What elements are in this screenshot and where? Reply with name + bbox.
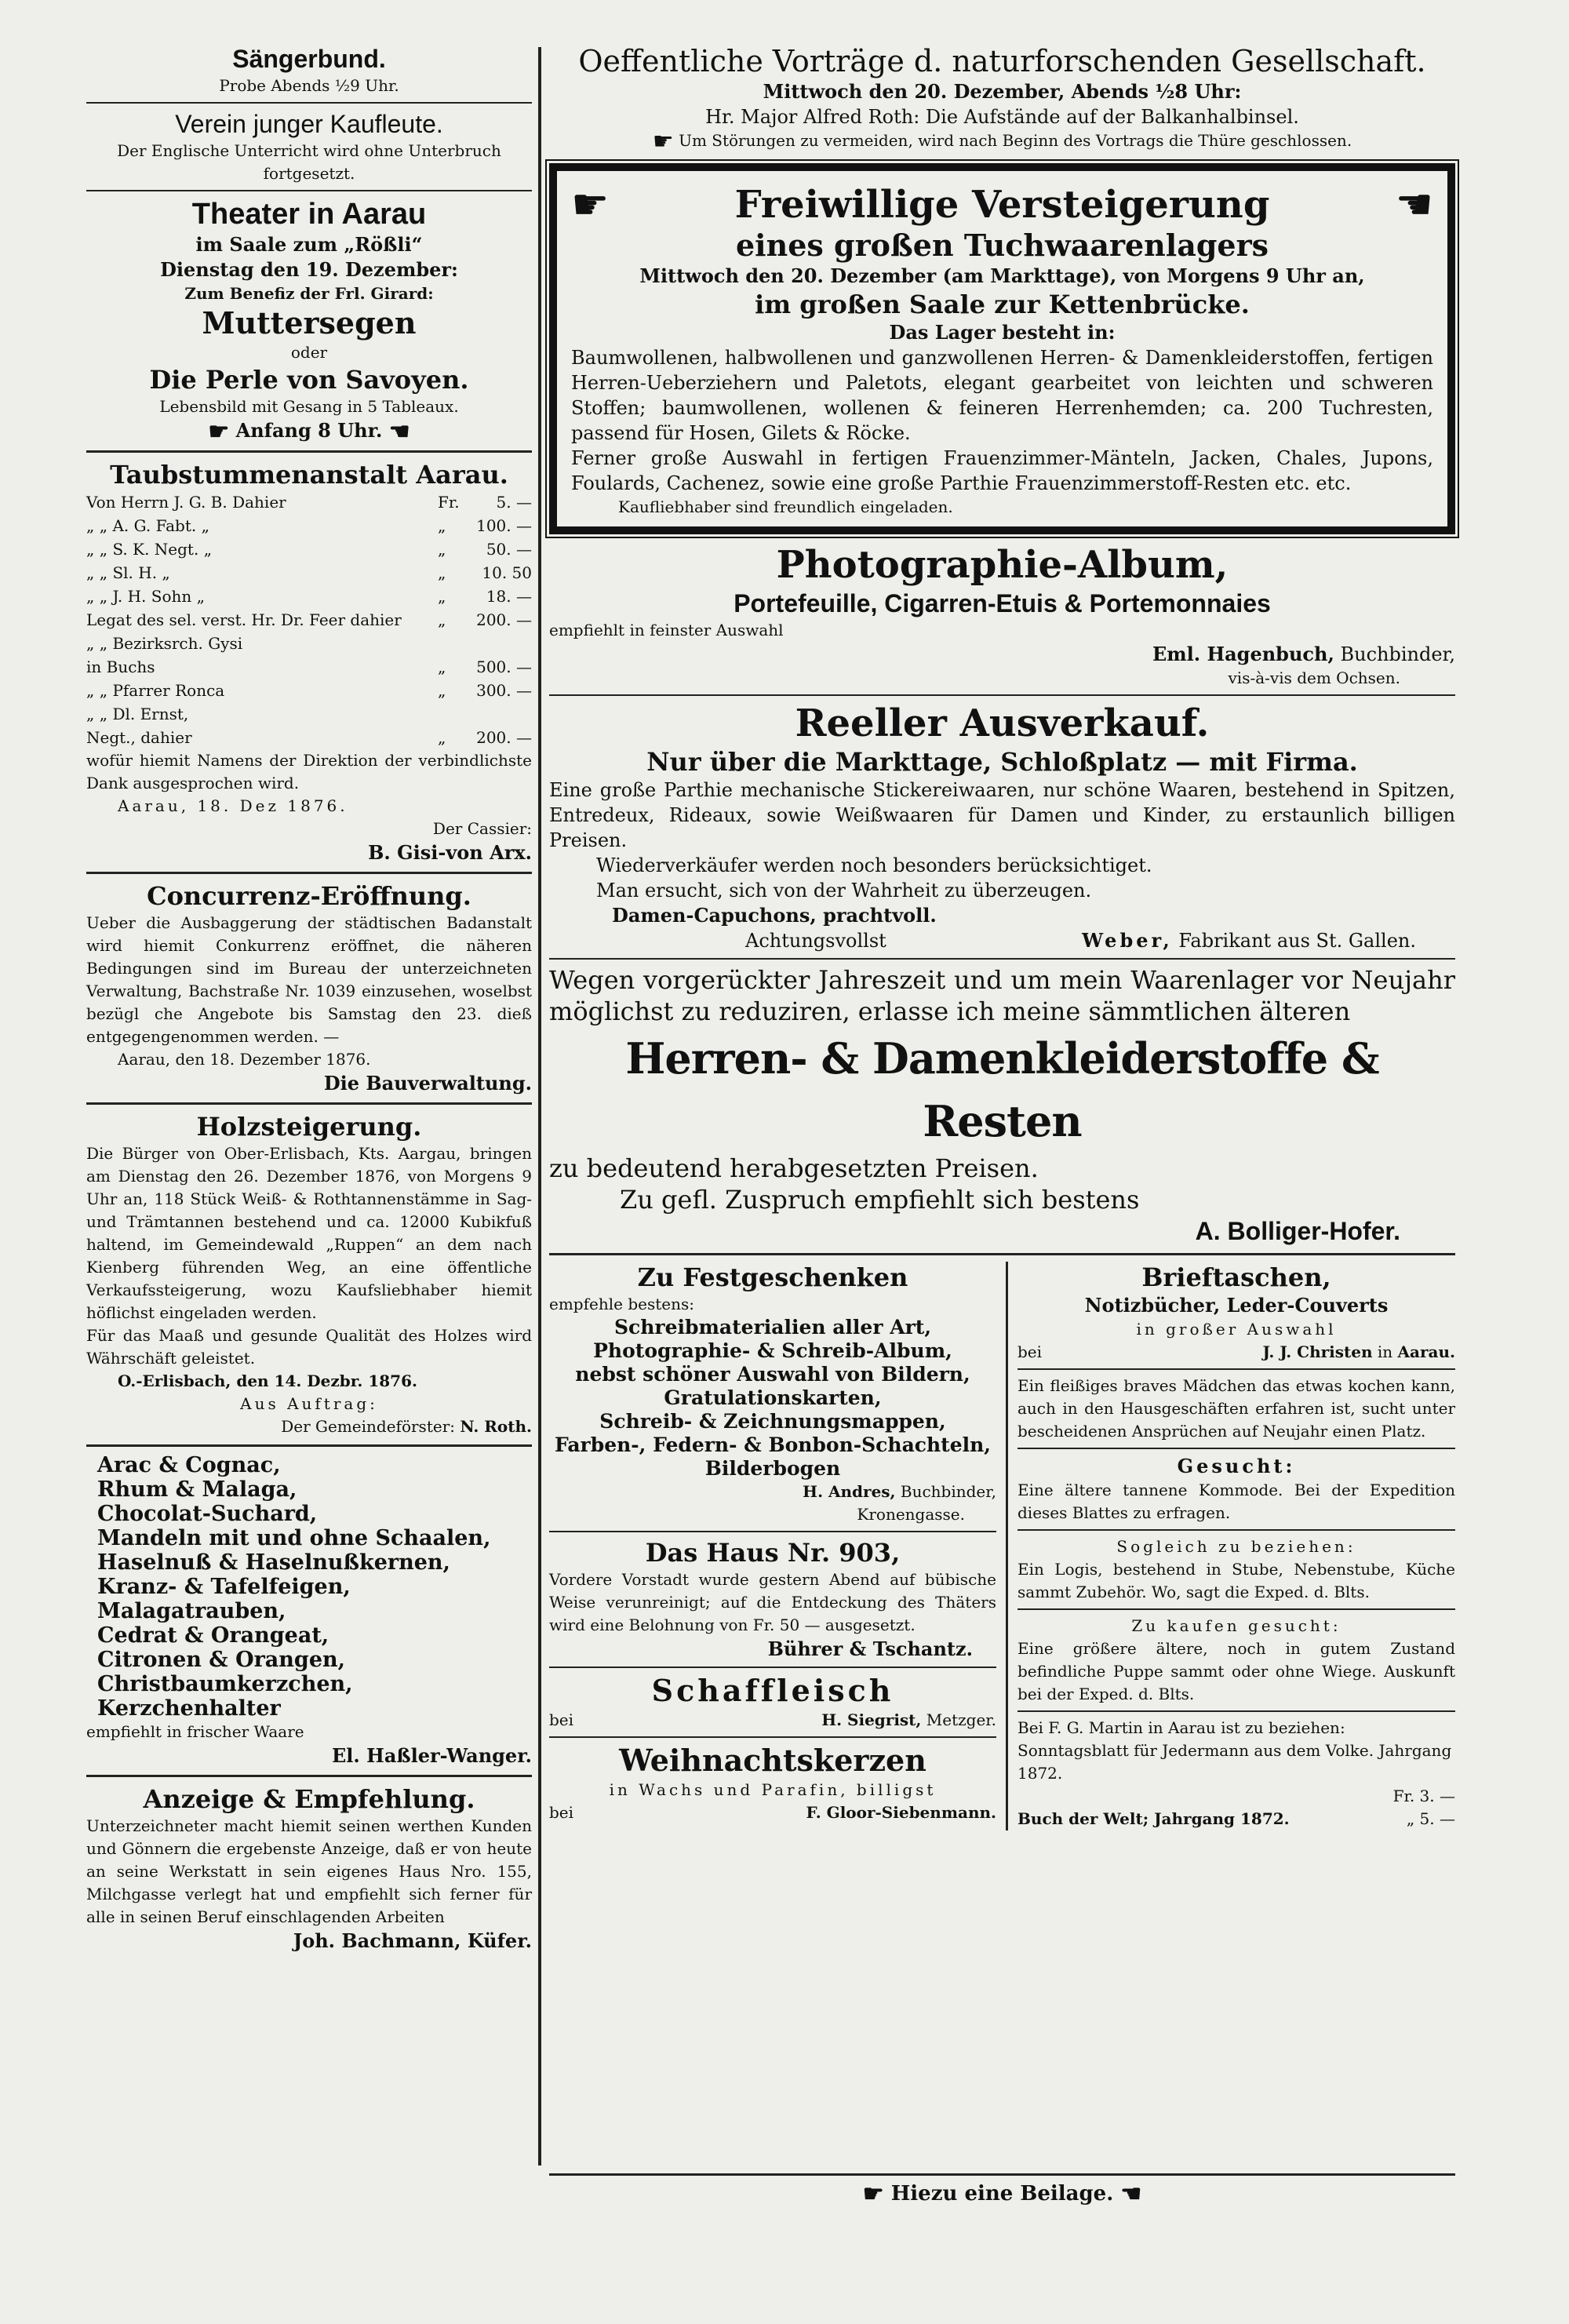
donation-currency: „ <box>438 586 446 606</box>
weihnacht-sign: F. Gloor-Siebenmann. <box>806 1802 996 1822</box>
arac-item: Christbaumkerzchen, <box>97 1671 353 1696</box>
schaffleisch-ad <box>549 1673 996 1732</box>
theater-venue: im Saale zum „Rößli“ <box>195 233 423 256</box>
logis-ad <box>1017 1535 1455 1604</box>
divider <box>1017 1529 1455 1531</box>
arac-item: Mandeln mit und ohne Schaalen, <box>97 1525 491 1550</box>
weihnacht-text: in Wachs und Parafin, billigst <box>609 1779 937 1799</box>
theater-title: Theater in Aarau <box>191 198 427 231</box>
donation-row <box>86 655 532 679</box>
versteigerung-place: im großen Saale zur Kettenbrücke. <box>755 289 1250 319</box>
pointing-hand-right-icon: ☛ <box>208 417 230 446</box>
brief-ad <box>1017 1262 1455 1364</box>
concurrenz-sign: Die Bauverwaltung. <box>323 1071 532 1095</box>
martin-line2: Buch der Welt; Jahrgang 1872. <box>1017 1809 1290 1828</box>
donation-currency: „ <box>438 563 446 582</box>
kaufen-ad <box>1017 1615 1455 1706</box>
concurrenz-ad <box>86 880 532 1096</box>
ausverkauf-line2: Man ersucht, sich von der Wahrheit zu überzeugen. <box>596 879 1092 902</box>
pointing-hand-left-icon: ☚ <box>388 417 410 446</box>
kaufen-title: Zu kaufen gesucht: <box>1131 1616 1341 1635</box>
festgeschenke-item: Photographie- & Schreib-Album, <box>593 1339 952 1362</box>
brief-bei: bei <box>1017 1342 1043 1361</box>
festgeschenke-item: Gratulationskarten, <box>664 1386 882 1409</box>
divider <box>86 102 532 104</box>
bolliger-headline: Herren- & Damenkleiderstoffe & Resten <box>625 1033 1379 1146</box>
donation-currency <box>438 702 469 726</box>
arac-item: Kerzchenhalter <box>97 1696 281 1721</box>
donation-amount: 100. — <box>476 515 532 535</box>
concurrenz-title: Concurrenz-Eröffnung. <box>147 880 471 911</box>
divider <box>549 1667 996 1668</box>
left-column <box>86 43 532 1954</box>
right-column <box>549 43 1455 1830</box>
ausverkauf-title: Reeller Ausverkauf. <box>795 701 1210 745</box>
bolliger-text: Wegen vorgerückter Jahreszeit und um mein Waarenlager vor Neujahr möglichst zu reduziren, erlasse ich meine sämmtlichen älteren <box>549 964 1455 1026</box>
schaffleisch-sign: H. Siegrist, <box>821 1710 922 1729</box>
pointing-hand-right-icon: ☛ <box>652 127 674 155</box>
anzeige-text: Unterzeichneter macht hiemit seinen werthen Kunden und Gönnern die ergebenste Anzeige, daß er von heute an seine Werkstatt in sein eigenes Haus Nro. 155, Milchgasse verlegt hat und empfiehlt sich ferner für alle in seinen Beruf einschlagenden Arbeiten <box>86 1816 532 1926</box>
donation-row <box>86 608 532 632</box>
column-divider <box>538 47 541 2166</box>
photo-subtitle: Portefeuille, Cigarren-Etuis & Portemonnaies <box>734 588 1271 617</box>
bolliger-text2: zu bedeutend herabgesetzten Preisen. <box>549 1153 1039 1183</box>
arac-list <box>86 1453 532 1721</box>
brief-sub: Notizbücher, Leder-Couverts <box>1084 1293 1389 1317</box>
donation-amount: 300. — <box>476 680 532 700</box>
arac-note: empfiehlt in frischer Waare <box>86 1721 304 1741</box>
donation-name: „ „ J. H. Sohn „ <box>86 586 205 606</box>
theater-oder: oder <box>290 343 328 362</box>
saengerbund-ad <box>86 43 532 97</box>
holz-text: Die Bürger von Ober-Erlisbach, Kts. Aargau, bringen am Dienstag den 26. Dezember 1876, von Morgens 9 Uhr an, 118 Stück Weiß- & Rothtannenstämme in Sag- und Trämtannen bestehend und ca. 12000 Kubikfuß haltend, im Gemeindewald „Ruppen“ an dem nach Kienberg führenden Weg, an eine öffentliche Verkaufssteigerung, wozu Kaufsliebhaber hiemit höflichst eingeladen werden. <box>86 1143 532 1322</box>
versteigerung-subtitle: eines großen Tuchwaarenlagers <box>735 227 1269 263</box>
schaffleisch-bei: bei <box>549 1710 574 1729</box>
holz-title: Holzsteigerung. <box>196 1111 422 1142</box>
donation-currency: „ <box>438 539 446 559</box>
donation-name: „ „ A. G. Fabt. „ <box>86 515 209 535</box>
martin-line1-price: Fr. 3. — <box>1392 1786 1455 1805</box>
holz-sign: N. Roth. <box>460 1416 532 1436</box>
donation-row <box>86 514 532 537</box>
donation-row <box>86 726 532 749</box>
weihnacht-ad <box>549 1743 996 1824</box>
divider <box>86 872 532 874</box>
versteigerung-text2: Ferner große Auswahl in fertigen Frauenzimmer-Mänteln, Jacken, Chales, Jupons, Foulards, Cachenez, sowie eine große Parthie Frauenzimmerstoff-Resten etc. etc. <box>571 446 1433 494</box>
sub-column-right <box>1008 1262 1455 1830</box>
festgeschenke-item: Bilderbogen <box>704 1456 841 1480</box>
versteigerung-date: Mittwoch den 20. Dezember (am Markttage), von Morgens 9 Uhr an, <box>639 264 1365 287</box>
verein-title: Verein junger Kaufleute. <box>175 110 443 138</box>
gesucht-text: Eine ältere tannene Kommode. Bei der Expedition dieses Blattes zu erfragen. <box>1017 1480 1455 1522</box>
ausverkauf-line1: Wiederverkäufer werden noch besonders berücksichtiget. <box>596 854 1152 876</box>
footer-note: Hiezu eine Beilage. <box>890 2182 1114 2206</box>
festgeschenke-sign-addr: Kronengasse. <box>857 1504 965 1524</box>
donation-row <box>86 490 532 514</box>
donation-currency: Fr. <box>438 492 460 512</box>
donation-amount: 500. — <box>476 657 532 676</box>
taubstummen-date: Aarau, 18. Dez 1876. <box>118 796 348 815</box>
taubstummen-title: Taubstummenanstalt Aarau. <box>110 459 508 490</box>
theater-play2: Die Perle von Savoyen. <box>149 365 469 395</box>
donation-name: „ „ Sl. H. „ <box>86 563 170 582</box>
divider <box>1017 1608 1455 1610</box>
donation-amount: 5. — <box>496 492 532 512</box>
donation-name: Legat des sel. verst. Hr. Dr. Feer dahier <box>86 610 402 629</box>
divider <box>549 1531 996 1532</box>
donation-currency: „ <box>438 680 446 700</box>
taubstummen-role: Der Cassier: <box>432 818 532 838</box>
festgeschenke-item: nebst schöner Auswahl von Bildern, <box>575 1362 970 1386</box>
divider <box>549 694 1455 696</box>
donation-name: in Buchs <box>86 657 155 676</box>
donation-name: „ „ S. K. Negt. „ <box>86 539 213 559</box>
versteigerung-text: Baumwollenen, halbwollenen und ganzwollenen Herren- & Damenkleiderstoffen, fertigen Herren-Ueberziehern und Paletots, elegant gearbeitet von leichten und schweren Stoffen; baumwollenen, wollenen & feineren Herrenhemden; ca. 200 Tuchresten, passend für Hosen, Gilets & Röcke. <box>571 346 1433 444</box>
taubstummen-ad <box>86 459 532 865</box>
haus903-ad <box>549 1537 996 1662</box>
divider <box>1017 1710 1455 1712</box>
verein-text: Der Englische Unterricht wird ohne Unterbruch fortgesetzt. <box>117 141 501 183</box>
donation-name: „ „ Dl. Ernst, <box>86 704 189 723</box>
saengerbund-text: Probe Abends ½9 Uhr. <box>219 76 399 95</box>
maedchen-ad: Ein fleißiges braves Mädchen das etwas kochen kann, auch in den Hausgeschäften erfahren ist, sucht unter bescheidenen Ansprüchen auf Neujahr einen Platz. <box>1017 1375 1455 1441</box>
divider <box>86 1444 532 1447</box>
holz-ad <box>86 1111 532 1438</box>
ausverkauf-ad <box>549 701 1455 953</box>
bolliger-text3: Zu gefl. Zuspruch empfiehlt sich bestens <box>620 1184 1140 1215</box>
theater-start: Anfang 8 Uhr. <box>235 419 383 442</box>
bolliger-sign: A. Bolliger-Hofer. <box>1195 1216 1400 1245</box>
ausverkauf-text: Eine große Parthie mechanische Stickereiwaaren, nur schöne Waaren, bestehend in Spitzen, Entredeux, Rideaux, sowie Weißwaaren für Damen und Kinder, zu erstaunlich billigen Preisen. <box>549 778 1455 851</box>
schaffleisch-sign-role: Metzger. <box>926 1710 996 1729</box>
weihnacht-title: Weihnachtskerzen <box>619 1742 926 1778</box>
brief-sign: J. J. Christen <box>1262 1342 1373 1361</box>
two-column-section <box>549 1262 1455 1830</box>
festgeschenke-lead: empfehle bestens: <box>549 1294 694 1313</box>
photo-sign: Eml. Hagenbuch, <box>1152 642 1334 665</box>
theater-desc: Lebensbild mit Gesang in 5 Tableaux. <box>159 397 459 416</box>
donation-row <box>86 585 532 608</box>
versteigerung-lager: Das Lager besteht in: <box>889 320 1116 344</box>
donation-amount: 200. — <box>476 610 532 629</box>
kaufen-text: Eine größere ältere, noch in gutem Zustand befindliche Puppe sammt oder ohne Wiege. Auskunft bei der Exped. d. Blts. <box>1017 1638 1455 1703</box>
arac-item: Arac & Cognac, <box>97 1452 281 1477</box>
gesucht-title: Gesucht: <box>1177 1454 1296 1477</box>
haus903-sign: Bührer & Tschantz. <box>767 1637 973 1660</box>
donation-amount <box>469 632 532 655</box>
vortraege-speaker: Hr. Major Alfred Roth: Die Aufstände auf der Balkanhalbinsel. <box>705 106 1299 128</box>
arac-item: Kranz- & Tafelfeigen, <box>97 1574 351 1599</box>
photo-title: Photographie-Album, <box>776 542 1229 587</box>
schaffleisch-title: Schaffleisch <box>651 1672 894 1708</box>
festgeschenke-sign-role: Buchbinder, <box>900 1481 996 1501</box>
arac-item: Malagatrauben, <box>97 1598 286 1623</box>
theater-benefit: Zum Benefiz der Frl. Girard: <box>184 284 434 303</box>
donation-currency: „ <box>438 610 446 629</box>
bolliger-ad <box>549 964 1455 1247</box>
martin-line2-price: „ 5. — <box>1406 1809 1455 1828</box>
ausverkauf-subtitle: Nur über die Markttage, Schloßplatz — mit Firma. <box>646 746 1358 777</box>
divider <box>549 1736 996 1738</box>
divider <box>86 190 532 191</box>
brief-title: Brieftaschen, <box>1141 1262 1331 1292</box>
arac-ad <box>86 1453 532 1768</box>
pointing-hand-right-icon: ☛ <box>862 2180 884 2208</box>
arac-item: Cedrat & Orangeat, <box>97 1623 329 1648</box>
photo-note: empfiehlt in feinster Auswahl <box>549 620 784 639</box>
donation-name: Von Herrn J. G. B. Dahier <box>86 492 286 512</box>
donation-row <box>86 679 532 702</box>
brief-sub2: in großer Auswahl <box>1136 1319 1337 1339</box>
photo-ad <box>549 542 1455 690</box>
festgeschenke-item: Schreib- & Zeichnungsmappen, <box>599 1409 946 1433</box>
festgeschenke-sign: H. Andres, <box>803 1481 896 1501</box>
logis-text: Ein Logis, bestehend in Stube, Nebenstube, Küche sammt Zubehör. Wo, sagt die Exped. d. Blts. <box>1017 1559 1455 1601</box>
donation-currency <box>438 632 469 655</box>
holz-sign-role: Der Gemeindeförster: <box>281 1416 455 1436</box>
divider <box>1017 1368 1455 1370</box>
verein-ad <box>86 108 532 185</box>
festgeschenke-item: Farben-, Federn- & Bonbon-Schachteln, <box>554 1433 992 1456</box>
anzeige-ad <box>86 1783 532 1954</box>
donation-amount: 18. — <box>486 586 532 606</box>
footer-note-bar <box>549 2173 1455 2206</box>
donation-name: „ „ Pfarrer Ronca <box>86 680 225 700</box>
festgeschenke-list <box>549 1316 996 1481</box>
photo-sign-addr: vis-à-vis dem Ochsen. <box>1228 668 1400 687</box>
festgeschenke-ad <box>549 1262 996 1526</box>
martin-text: Bei F. G. Martin in Aarau ist zu beziehen: <box>1017 1718 1345 1737</box>
ausverkauf-line3: Damen-Capuchons, prachtvoll. <box>612 903 937 927</box>
vortraege-date: Mittwoch den 20. Dezember, Abends ½8 Uhr: <box>763 80 1242 103</box>
vortraege-title: Oeffentliche Vorträge d. naturforschenden Gesellschaft. <box>578 44 1426 78</box>
pointing-hand-left-icon: ☚ <box>1395 179 1433 229</box>
divider <box>549 958 1455 960</box>
anzeige-title: Anzeige & Empfehlung. <box>143 1783 475 1814</box>
taubstummen-thanks: wofür hiemit Namens der Direktion der verbindlichste Dank ausgesprochen wird. <box>86 750 532 792</box>
donation-currency: „ <box>438 515 446 535</box>
holz-date: O.-Erlisbach, den 14. Dezbr. 1876. <box>118 1371 417 1390</box>
arac-item: Citronen & Orangen, <box>97 1647 346 1672</box>
arac-item: Chocolat-Suchard, <box>97 1501 318 1526</box>
arac-item: Haselnuß & Haselnußkernen, <box>97 1550 450 1575</box>
donation-row <box>86 537 532 561</box>
divider <box>86 1775 532 1777</box>
arac-item: Rhum & Malaga, <box>97 1477 297 1502</box>
donation-currency: „ <box>438 657 446 676</box>
ausverkauf-sign-role: Fabrikant aus St. Gallen. <box>1178 929 1416 952</box>
festgeschenke-title: Zu Festgeschenken <box>637 1262 908 1292</box>
holz-text2: Für das Maaß und gesunde Qualität des Holzes wird Währschäft geleistet. <box>86 1325 532 1368</box>
logis-title: Sogleich zu beziehen: <box>1116 1536 1356 1556</box>
pointing-hand-left-icon: ☚ <box>1120 2180 1142 2208</box>
donation-currency: „ <box>438 727 446 747</box>
donation-amount <box>469 702 532 726</box>
theater-play1: Muttersegen <box>202 305 417 341</box>
concurrenz-date: Aarau, den 18. Dezember 1876. <box>118 1049 371 1069</box>
donation-amount: 50. — <box>486 539 532 559</box>
vortraege-ad <box>549 43 1455 154</box>
divider <box>549 1253 1455 1255</box>
sub-column-left <box>549 1262 1008 1830</box>
donation-name: Negt., dahier <box>86 727 192 747</box>
versteigerung-box <box>549 163 1455 534</box>
divider <box>86 450 532 453</box>
donation-list <box>86 490 532 749</box>
haus903-title: Das Haus Nr. 903, <box>645 1537 901 1568</box>
donation-amount: 10. 50 <box>482 563 532 582</box>
ausverkauf-sign: Weber, <box>1082 928 1173 952</box>
saengerbund-title: Sängerbund. <box>232 45 386 73</box>
donation-name: „ „ Bezirksrch. Gysi <box>86 633 243 653</box>
versteigerung-invite: Kaufliebhaber sind freundlich eingeladen. <box>618 497 953 516</box>
divider <box>1017 1448 1455 1449</box>
brief-in: in <box>1377 1342 1393 1361</box>
versteigerung-title: Freiwillige Versteigerung <box>734 182 1270 227</box>
taubstummen-sign: B. Gisi-von Arx. <box>368 840 532 864</box>
donation-amount: 200. — <box>476 727 532 747</box>
festgeschenke-item: Schreibmaterialien aller Art, <box>613 1315 932 1339</box>
theater-date: Dienstag den 19. Dezember: <box>160 258 458 281</box>
anzeige-sign: Joh. Bachmann, Küfer. <box>293 1929 532 1952</box>
theater-ad <box>86 196 532 444</box>
gesucht-ad <box>1017 1454 1455 1524</box>
martin-line1: Sonntagsblatt für Jedermann aus dem Volke. Jahrgang 1872. <box>1017 1740 1452 1783</box>
ausverkauf-greet: Achtungsvollst <box>745 929 886 952</box>
martin-ad <box>1017 1717 1455 1830</box>
donation-row <box>86 632 532 655</box>
holz-auftrag: Aus Auftrag: <box>240 1393 378 1413</box>
haus903-text: Vordere Vorstadt wurde gestern Abend auf bübische Weise verunreinigt; auf die Entdeckung des Thäters wird eine Belohnung von Fr. 50 — ausgesetzt. <box>549 1569 996 1634</box>
brief-place: Aarau. <box>1397 1342 1455 1361</box>
donation-row <box>86 561 532 585</box>
donation-row <box>86 702 532 726</box>
photo-sign-role: Buchbinder, <box>1340 643 1455 665</box>
arac-sign: El. Haßler-Wanger. <box>332 1743 532 1767</box>
vortraege-note: Um Störungen zu vermeiden, wird nach Beginn des Vortrags die Thüre geschlossen. <box>679 131 1352 150</box>
divider <box>86 1102 532 1105</box>
concurrenz-text: Ueber die Ausbaggerung der städtischen Badanstalt wird hiemit Conkurrenz eröffnet, die näheren Bedingungen sind im Bureau der unterzeichneten Verwaltung, Bachstraße Nr. 1039 einzusehen, woselbst bezügl che Angebote bis Samstag den 23. dieß entgegengenommen werden. — <box>86 912 532 1046</box>
weihnacht-bei: bei <box>549 1802 574 1822</box>
pointing-hand-right-icon: ☛ <box>571 179 610 229</box>
